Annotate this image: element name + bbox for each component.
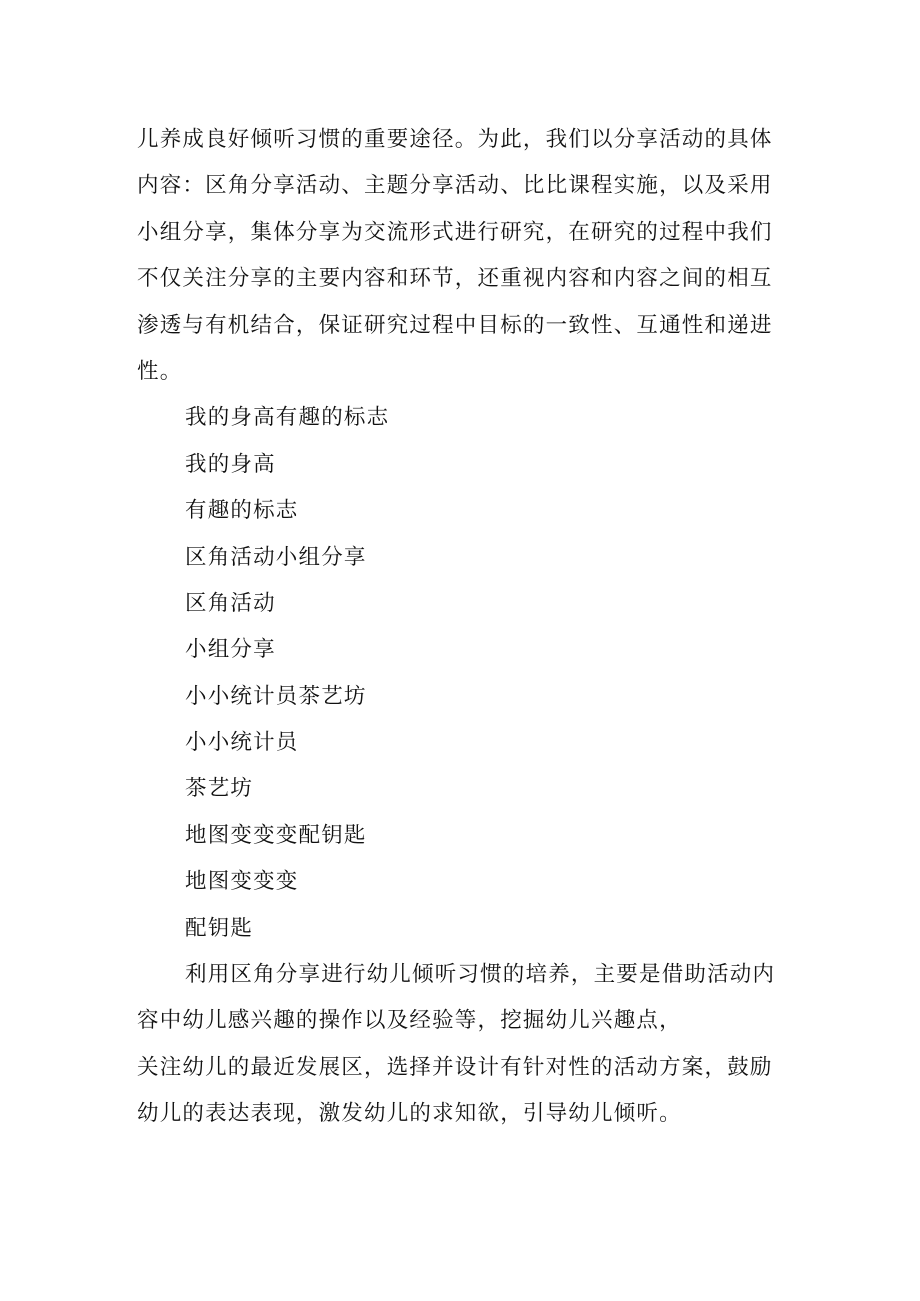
activity-list [137, 395, 789, 952]
paragraph-line: 利用区角分享进行幼儿倾听习惯的培养，主要是借助活动内 [185, 962, 776, 988]
list-item: 小组分享 [185, 637, 276, 663]
list-item: 地图变变变 [185, 869, 299, 895]
paragraph-line: 容中幼儿感兴趣的操作以及经验等，挖掘幼儿兴趣点， [137, 1008, 682, 1034]
paragraph-line: 内容：区角分享活动、主题分享活动、比比课程实施，以及采用 [137, 173, 773, 199]
paragraph-line: 性。 [137, 358, 183, 384]
intro-paragraph [137, 117, 789, 395]
list-item: 区角活动小组分享 [185, 544, 367, 570]
list-item: 地图变变变配钥匙 [185, 822, 367, 848]
list-item: 茶艺坊 [185, 776, 254, 802]
list-item: 配钥匙 [185, 915, 254, 941]
list-item: 区角活动 [185, 590, 276, 616]
paragraph-line: 幼儿的表达表现，激发幼儿的求知欲，引导幼儿倾听。 [137, 1101, 682, 1127]
list-item: 小小统计员 [185, 730, 299, 756]
list-item: 我的身高 [185, 451, 276, 477]
list-item: 我的身高有趣的标志 [185, 405, 390, 431]
document-page [137, 117, 789, 1138]
paragraph-line: 渗透与有机结合，保证研究过程中目标的一致性、互通性和递进 [137, 312, 773, 338]
paragraph-line: 儿养成良好倾听习惯的重要途径。为此，我们以分享活动的具体 [137, 127, 773, 152]
paragraph-line: 不仅关注分享的主要内容和环节，还重视内容和内容之间的相互 [137, 266, 773, 292]
closing-paragraph [137, 952, 789, 1138]
paragraph-line: 关注幼儿的最近发展区，选择并设计有针对性的活动方案，鼓励 [137, 1054, 773, 1080]
list-item: 有趣的标志 [185, 498, 299, 524]
list-item: 小小统计员茶艺坊 [185, 683, 367, 709]
paragraph-line: 小组分享，集体分享为交流形式进行研究，在研究的过程中我们 [137, 219, 773, 245]
